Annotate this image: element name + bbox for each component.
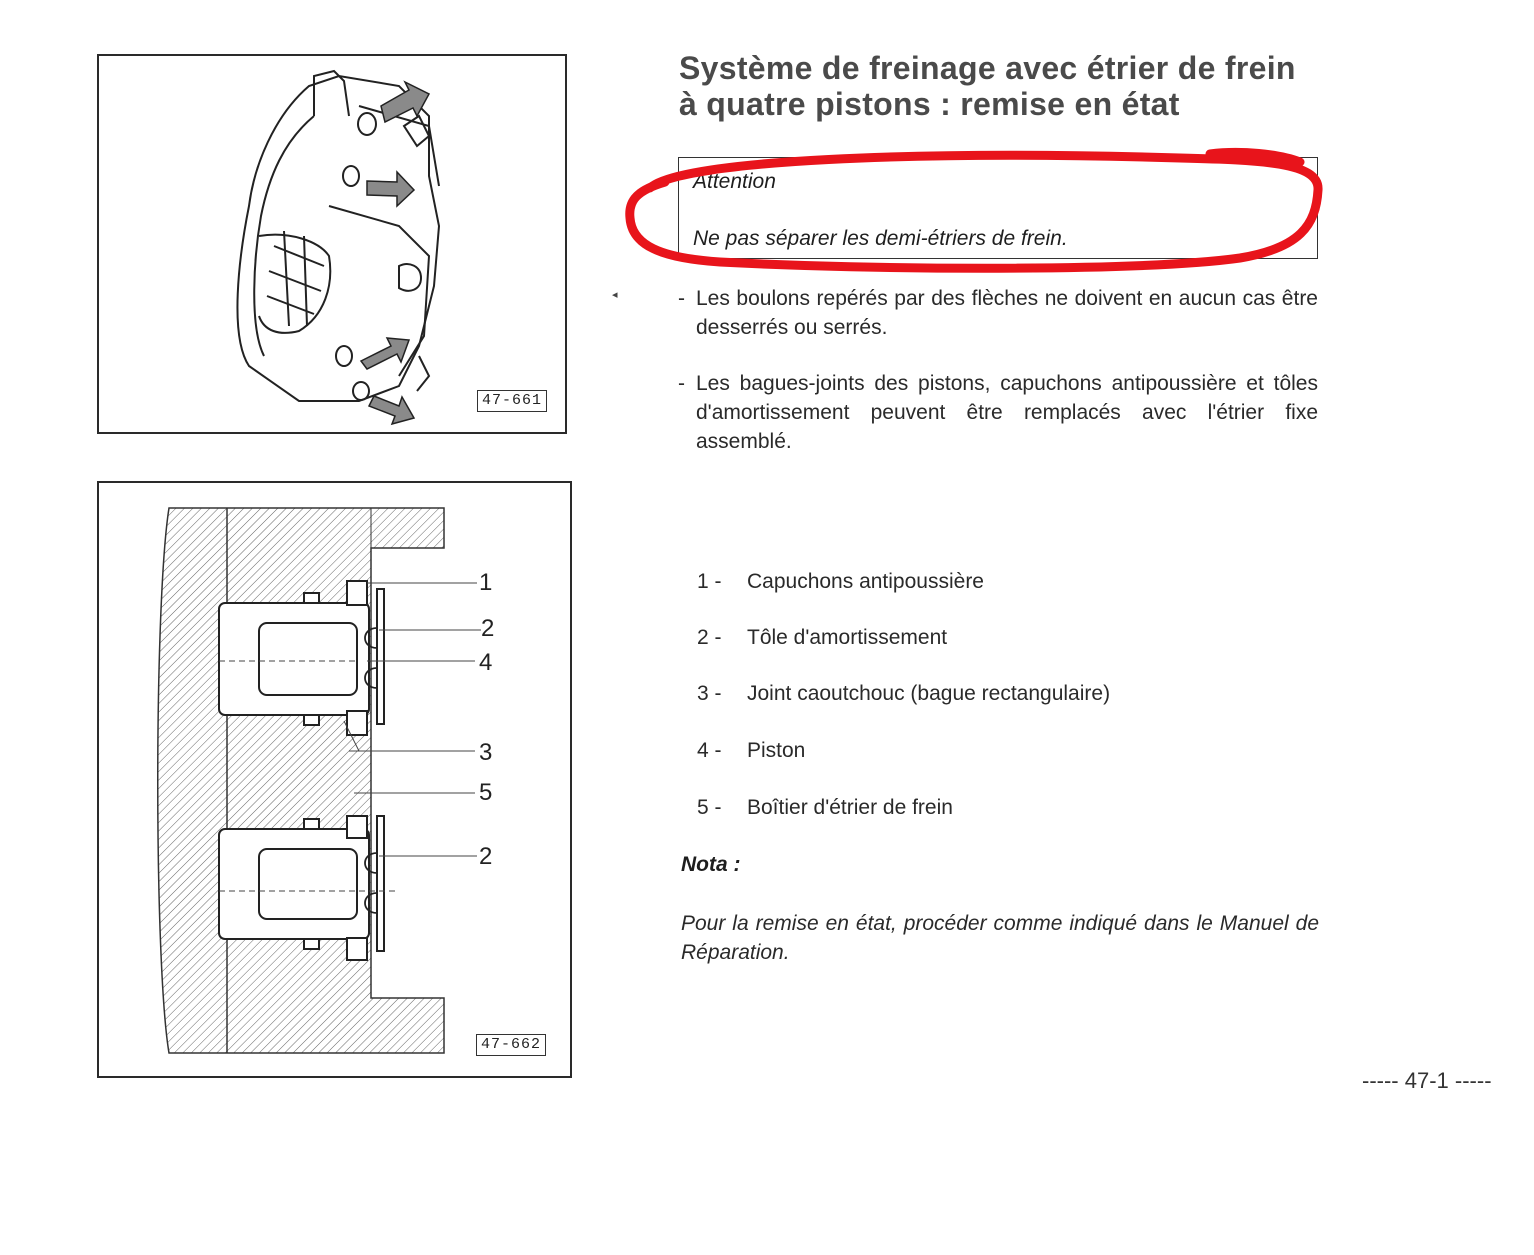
attention-heading: Attention (693, 170, 776, 193)
bullet-text: Les boulons repérés par des flèches ne doivent en aucun cas être desserrés ou serrés. (696, 287, 1318, 339)
callout-5: 5 (479, 779, 493, 806)
legend-number: 3 - (697, 682, 722, 705)
title-line-1: Système de freinage avec étrier de frein (679, 50, 1296, 86)
arrow-icon (361, 338, 409, 369)
legend-text: Piston (747, 739, 806, 762)
bullet-item (678, 369, 1318, 456)
legend-number: 1 - (697, 570, 722, 593)
title-line-2: à quatre pistons : remise en état (679, 86, 1180, 122)
margin-mark: ◂ (612, 289, 618, 301)
callout-2: 2 (481, 615, 495, 642)
nota-heading: Nota : (681, 853, 741, 876)
nota-text: Pour la remise en état, procéder comme indiqué dans le Manuel de Réparation. (681, 912, 1319, 964)
page-number: ----- 47-1 ----- (1362, 1068, 1492, 1093)
red-highlight-circle (620, 140, 1332, 280)
bullet-dash: - (678, 372, 685, 395)
caliper-drawing (99, 56, 565, 432)
cross-section-figure (97, 481, 572, 1078)
attention-text: Ne pas séparer les demi-étriers de frein. (693, 227, 1068, 250)
figure-label: 47-661 (477, 390, 547, 412)
legend-item (697, 796, 953, 820)
bullet-dash: - (678, 287, 685, 310)
legend-text: Capuchons antipoussière (747, 570, 984, 593)
legend-item (697, 682, 1110, 706)
callout-3: 3 (479, 739, 493, 766)
legend-item (697, 570, 984, 594)
figure-label: 47-662 (476, 1034, 546, 1056)
callout-2-lower: 2 (479, 843, 493, 870)
legend-number: 5 - (697, 796, 722, 819)
legend-text: Joint caoutchouc (bague rectangulaire) (747, 682, 1111, 705)
bullet-text: Les bagues-joints des pistons, capuchons antipoussière et tôles d'amortissement peuvent être remplacés avec l'étrier fixe assemblé. (696, 372, 1318, 453)
bullet-item (678, 284, 1318, 342)
arrow-icon (381, 82, 429, 122)
arrow-icon (369, 396, 414, 424)
legend-number: 2 - (697, 626, 722, 649)
arrow-icon (367, 172, 414, 206)
caliper-figure (97, 54, 567, 434)
cross-section-drawing (99, 483, 570, 1076)
callout-1: 1 (479, 569, 493, 596)
callout-4: 4 (479, 649, 493, 676)
legend-item (697, 739, 805, 763)
legend-text: Boîtier d'étrier de frein (747, 796, 953, 819)
page-title (679, 50, 1339, 122)
legend-item (697, 626, 947, 650)
legend-number: 4 - (697, 739, 722, 762)
legend-text: Tôle d'amortissement (747, 626, 948, 649)
